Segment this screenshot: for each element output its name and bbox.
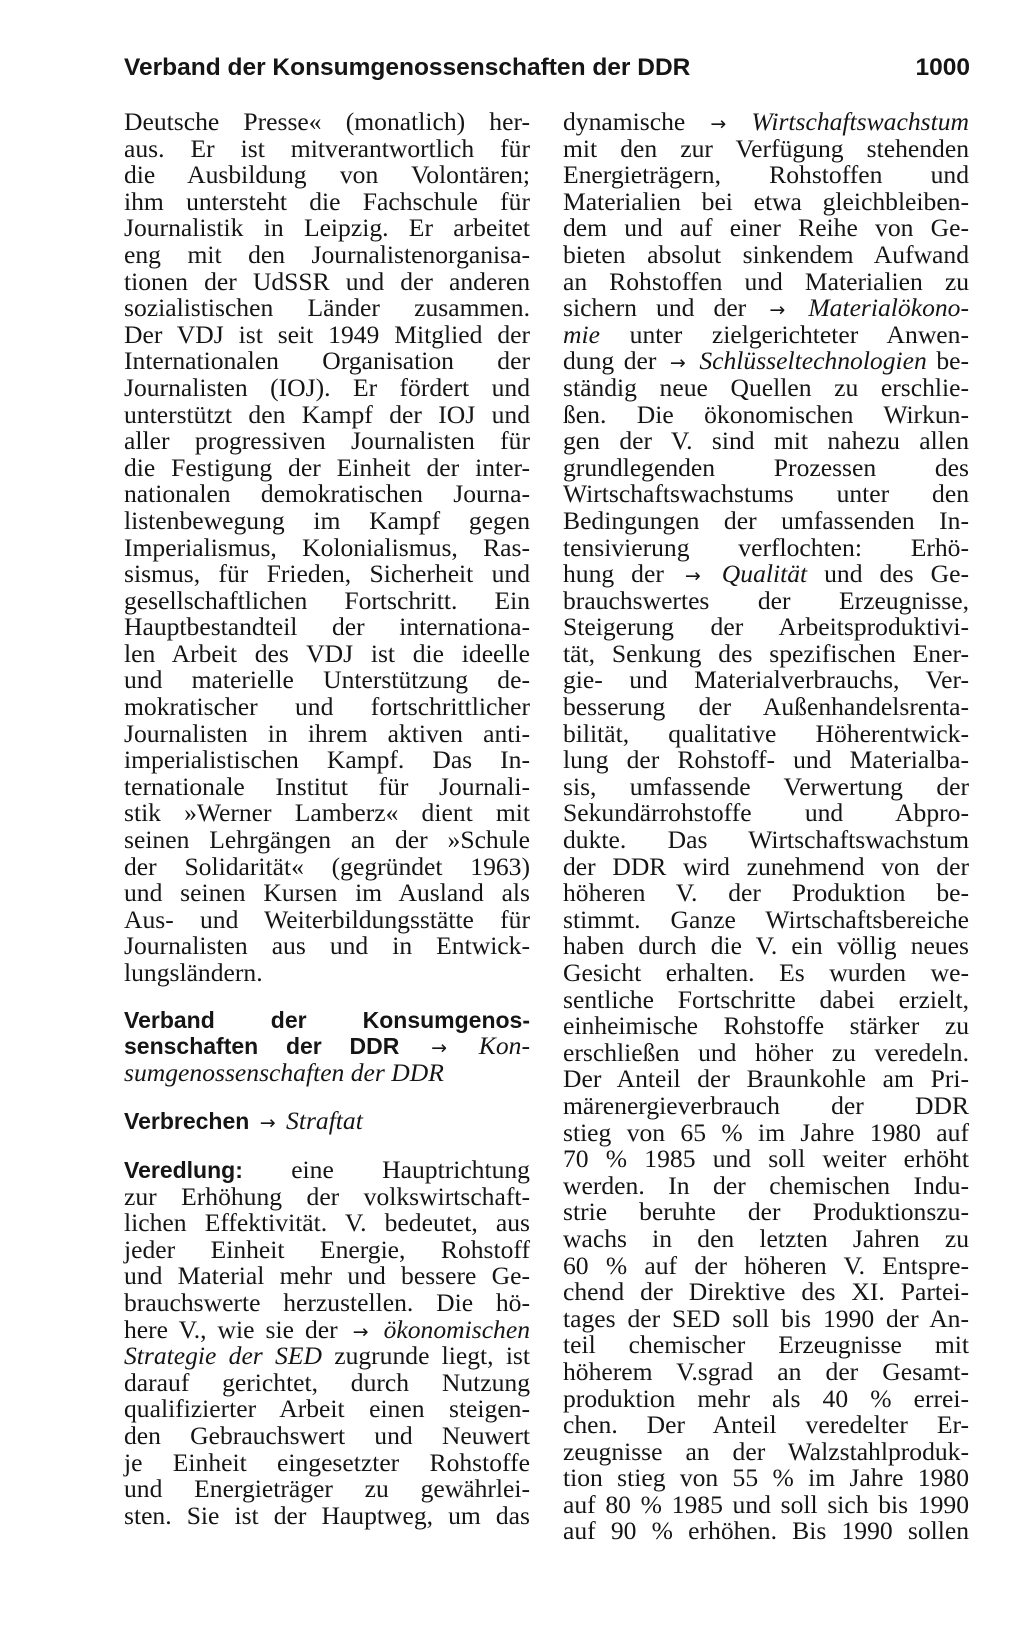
text-span: be- (936, 346, 969, 376)
cross-reference[interactable]: Qualität (721, 559, 808, 589)
text-line: erschließen und höher zu veredeln. (563, 1037, 969, 1067)
cross-reference[interactable]: Materialökono- (808, 293, 969, 323)
entry-verbrechen (124, 1108, 530, 1135)
cross-reference-arrow-icon: → (669, 352, 686, 375)
text-line: imperialistischen Kampf. Das In- (124, 745, 530, 775)
text-line: eng mit den Journalistenorganisa- (124, 239, 530, 269)
text-line: Steigerung der Arbeitsproduktivi- (563, 612, 969, 642)
cross-reference[interactable]: ökonomischen (383, 1314, 531, 1344)
text-line: lungsländern. (124, 958, 263, 987)
entry-line (124, 1343, 530, 1370)
entry-line (124, 1314, 531, 1344)
entry-line (124, 1154, 530, 1184)
text-line: der DDR wird zunehmend von der (563, 851, 969, 881)
text-line: tages der SED soll bis 1990 der An- (563, 1303, 969, 1333)
text-span: unter zielgerichteter Anwen- (629, 319, 969, 349)
text-line: ßen. Die ökonomischen Wirkun- (563, 399, 969, 429)
text-line: an Rohstoffen und Materialien zu (563, 266, 969, 296)
text-line: den Gebrauchswert und Neuwert (124, 1420, 530, 1450)
entry-line (124, 1033, 530, 1060)
text-line: die Ausbildung von Volontären; (124, 160, 530, 190)
text-line: dem und auf einer Reihe von Ge- (563, 213, 969, 243)
text-line: Materialien bei etwa gleichbleiben- (563, 186, 969, 216)
text-span: hung der (563, 559, 664, 589)
text-line: grundlegenden Prozessen des (563, 452, 969, 482)
text-line: dukte. Das Wirtschaftswachstum (563, 825, 969, 855)
text-line: qualifizierter Arbeit einen steigen- (124, 1394, 530, 1424)
text-line: sismus, für Frieden, Sicherheit und (124, 559, 530, 589)
text-line: sten. Sie ist der Hauptweg, um das (124, 1500, 530, 1530)
text-line: werden. In der chemischen Indu- (563, 1170, 969, 1200)
spacer (124, 987, 530, 1007)
text-line: auf 90 % erhöhen. Bis 1990 sollen (563, 1516, 969, 1546)
spacer (124, 1135, 530, 1157)
cross-reference[interactable]: Strategie der SED (124, 1341, 322, 1371)
text-line: die Festigung der Einheit der inter- (124, 452, 530, 482)
text-line: teil chemischer Erzeugnisse mit (563, 1330, 969, 1360)
text-line: Bedingungen der umfassenden In- (563, 505, 969, 535)
text-span: eine Hauptrichtung (291, 1154, 530, 1184)
cross-reference-arrow-icon: → (352, 1320, 369, 1343)
text-line: stieg von 65 % im Jahre 1980 auf (563, 1117, 969, 1147)
entry-heading: Verband der Konsumgenos- (124, 1006, 530, 1033)
text-line: aller progressiven Journalisten für (124, 426, 530, 456)
text-line: chend der Direktive des XI. Partei- (563, 1277, 969, 1307)
text-line: lichen Effektivität. V. bedeutet, aus (124, 1208, 530, 1238)
text-span: here V., wie sie der (124, 1314, 338, 1344)
entry-line (124, 1108, 530, 1135)
text-line: und materielle Unterstützung de- (124, 665, 530, 695)
text-line: ternationale Institut für Journali- (124, 771, 530, 801)
text-line: gen der V. sind mit nahezu allen (563, 426, 969, 456)
text-line: zur Erhöhung der volkswirtschaft- (124, 1181, 530, 1211)
text-line: Der Anteil der Braunkohle am Pri- (563, 1064, 969, 1094)
right-column (563, 109, 969, 1545)
text-line: 60 % auf der höheren V. Entspre- (563, 1250, 969, 1280)
text-line: Journalisten aus und in Entwick- (124, 931, 530, 961)
text-line: der Solidarität« (gegründet 1963) (124, 851, 530, 881)
cross-reference[interactable]: Kon- (478, 1031, 530, 1061)
entry-line (563, 295, 969, 322)
entry-line (563, 319, 969, 349)
text-line: und Energieträger zu gewährlei- (124, 1474, 530, 1504)
text-line: mokratischer und fortschrittlicher (124, 692, 530, 722)
text-line: stimmt. Ganze Wirtschaftsbereiche (563, 904, 969, 934)
text-line: höheren V. der Produktion be- (563, 878, 969, 908)
text-line: sis, umfassende Verwertung der (563, 771, 969, 801)
entry-line (563, 348, 969, 375)
cross-reference-arrow-icon: → (431, 1037, 448, 1060)
text-line: tät, Senkung des spezifischen Ener- (563, 638, 969, 668)
text-line: Imperialismus, Kolonialismus, Ras- (124, 532, 530, 562)
text-line: auf 80 % 1985 und soll sich bis 1990 (563, 1489, 969, 1519)
cross-reference[interactable]: mie (563, 319, 600, 349)
left-column (124, 109, 530, 1529)
text-line: wachs in den letzten Jahren zu (563, 1223, 969, 1253)
cross-reference-arrow-icon: → (684, 565, 701, 588)
text-line: aus. Er ist mitverantwortlich für (124, 133, 530, 163)
entry-line (563, 561, 969, 588)
text-line: höherem V.sgrad an der Gesamt- (563, 1356, 969, 1386)
text-line: stik »Werner Lamberz« dient mit (124, 798, 530, 828)
text-line: bieten absolut sinkendem Aufwand (563, 239, 969, 269)
text-line: Wirtschaftswachstums unter den (563, 479, 969, 509)
text-line: Journalisten in ihrem aktiven anti- (124, 718, 530, 748)
text-line: je Einheit eingesetzter Rohstoffe (124, 1447, 530, 1477)
text-line: mit den zur Verfügung stehenden (563, 133, 969, 163)
entry-line (124, 1007, 530, 1034)
entry-line (563, 109, 969, 136)
text-line: tionen der UdSSR und der anderen (124, 266, 530, 296)
text-line: tensivierung verflochten: Erhö- (563, 532, 969, 562)
cross-reference-arrow-icon: → (710, 113, 727, 135)
text-line: Deutsche Presse« (monatlich) her- (124, 107, 530, 136)
text-line: produktion mehr als 40 % errei- (563, 1383, 969, 1413)
text-line: tion stieg von 55 % im Jahre 1980 (563, 1463, 969, 1493)
cross-reference-arrow-icon: → (769, 299, 786, 322)
text-line: sentliche Fortschritte dabei erzielt, (563, 984, 969, 1014)
running-head (124, 50, 970, 86)
cross-reference[interactable]: Wirtschaftswachstum (751, 107, 969, 136)
entry-veredlung (124, 1154, 531, 1530)
cross-reference[interactable]: Straftat (286, 1106, 363, 1136)
text-line: lung der Rohstoff- und Materialba- (563, 745, 969, 775)
text-line: besserung der Außenhandelsrenta- (563, 692, 969, 722)
text-line: märenergieverbrauch der DDR (563, 1090, 969, 1120)
text-line: und Material mehr und bessere Ge- (124, 1261, 530, 1291)
cross-reference[interactable]: sumgenossenschaften der DDR (124, 1057, 444, 1087)
text-line: jeder Einheit Energie, Rohstoff (124, 1234, 530, 1264)
entry-konsumgenossenschaften (124, 1007, 530, 1087)
text-line: haben durch die V. ein völlig neues (563, 931, 969, 961)
text-line: Hauptbestandteil der internationa- (124, 612, 530, 642)
text-line: Journalisten (IOJ). Er fördert und (124, 372, 530, 402)
cross-reference[interactable]: Schlüsseltechnologien (699, 346, 927, 376)
text-line: ihm untersteht die Fachschule für (124, 186, 530, 216)
text-line: Der VDJ ist seit 1949 Mitglied der (124, 319, 530, 349)
text-line: gesellschaftlichen Fortschritt. Ein (124, 585, 530, 615)
text-line: strie beruhte der Produktionszu- (563, 1197, 969, 1227)
text-line: Internationalen Organisation der (124, 346, 530, 376)
text-line: unterstützt den Kampf der IOJ und (124, 399, 530, 429)
spacer (124, 1086, 530, 1108)
text-span: und des Ge- (824, 559, 969, 589)
entry-heading: senschaften der DDR (124, 1033, 400, 1060)
entry-heading: Verbrechen (124, 1108, 250, 1135)
text-line: ständig neue Quellen zu erschlie- (563, 372, 969, 402)
text-line: Aus- und Weiterbildungsstätte für (124, 904, 530, 934)
text-span: dynamische (563, 107, 686, 136)
page-number: 1000 (915, 54, 970, 81)
text-line: brauchswerte herzustellen. Die hö- (124, 1287, 530, 1317)
text-line: zeugnisse an der Walzstahlproduk- (563, 1436, 969, 1466)
text-span: dung der (563, 346, 657, 376)
text-line: len Arbeit des VDJ ist die ideelle (124, 638, 530, 668)
text-line: einheimische Rohstoffe stärker zu (563, 1011, 969, 1041)
text-line: Energieträgern, Rohstoffen und (563, 160, 969, 190)
text-line: darauf gerichtet, durch Nutzung (124, 1367, 530, 1397)
text-line: 70 % 1985 und soll weiter erhöht (563, 1144, 969, 1174)
text-line: sozialistischen Länder zusammen. (124, 293, 530, 323)
text-span: sichern und der (563, 293, 747, 323)
text-line: listenbewegung im Kampf gegen (124, 505, 530, 535)
text-span: zugrunde liegt, ist (334, 1341, 531, 1371)
text-line: seinen Lehrgängen an der »Schule (124, 825, 530, 855)
cross-reference-arrow-icon: → (259, 1112, 276, 1135)
continued-paragraph (124, 109, 530, 987)
text-line: Journalistik in Leipzig. Er arbeitet (124, 213, 530, 243)
text-line: Sekundärrohstoffe und Abpro- (563, 798, 969, 828)
entry-line (124, 1057, 530, 1087)
text-line: Gesicht erhalten. Es wurden we- (563, 958, 969, 987)
text-line: brauchswertes der Erzeugnisse, (563, 585, 969, 615)
text-line: chen. Der Anteil veredelter Er- (563, 1410, 969, 1440)
text-line: gie- und Materialverbrauchs, Ver- (563, 665, 969, 695)
text-line: und seinen Kursen im Ausland als (124, 878, 530, 908)
text-line: bilität, qualitative Höherentwick- (563, 718, 969, 748)
running-head-title: Verband der Konsumgenossenschaften der DDR (124, 54, 691, 81)
text-line: nationalen demokratischen Journa- (124, 479, 530, 509)
entry-heading: Veredlung: (124, 1156, 243, 1183)
